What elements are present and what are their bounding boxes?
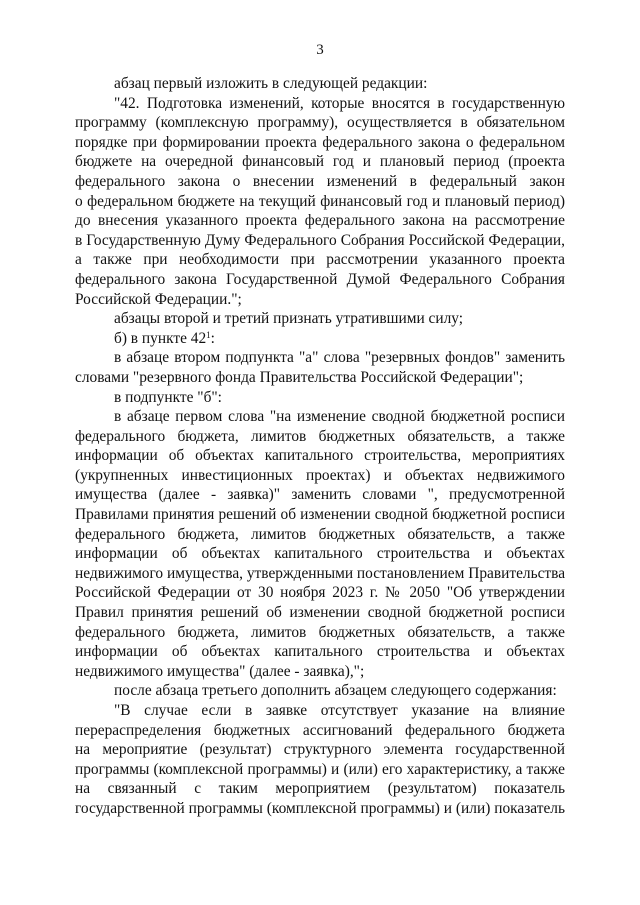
text-line: федерального бюджета, лимитов бюджетных обязательств, а также: [75, 623, 565, 641]
text-line: в подпункте "б":: [114, 388, 222, 406]
paragraph: [75, 388, 565, 408]
document-body: [75, 74, 565, 819]
text-line: словами "резервного фонда Правительства Российской Федерации";: [75, 368, 524, 386]
text-line: до внесения указанного проекта федерального закона на рассмотрение: [75, 212, 565, 230]
text-suffix: :: [210, 329, 215, 347]
page-number: 3: [316, 42, 324, 58]
text-line: Российской Федерации от 30 ноября 2023 г. № 2050 "Об утверждении: [75, 584, 565, 602]
text-line: Правилами принятия решений об изменении сводной бюджетной росписи: [75, 506, 565, 524]
text-line: перераспределения бюджетных ассигнований федерального бюджета: [75, 721, 565, 739]
superscript: 1: [206, 329, 211, 340]
paragraph: [75, 94, 565, 310]
paragraph: [75, 329, 565, 349]
text-line: а также при необходимости при рассмотрении указанного проекта: [75, 251, 565, 269]
text-line: федерального бюджета, лимитов бюджетных обязательств, а также: [75, 427, 565, 445]
text-line: федерального закона Государственной Думой Федерального Собрания: [75, 270, 565, 288]
text-line: информации об объектах капитального строительства и объектах: [75, 643, 565, 661]
text-line: абзацы второй и третий признать утратившими силу;: [114, 310, 464, 328]
text-line: на связанный с таким мероприятием (результатом) показатель: [75, 780, 565, 798]
text-line: недвижимого имущества, утвержденными постановлением Правительства: [75, 564, 566, 582]
paragraph: [75, 407, 565, 681]
text-line: (укрупненных инвестиционных проектах) и объектах недвижимого: [75, 466, 565, 484]
text-line: Правил принятия решений об изменении сводной бюджетной росписи: [75, 604, 565, 622]
text-line: информации об объектах капитального строительства и объектах: [75, 545, 565, 563]
paragraph: [75, 348, 565, 387]
text-line: в абзаце первом слова "на изменение сводной бюджетной росписи: [114, 408, 565, 426]
paragraph: [75, 681, 565, 701]
text-line: государственной программы (комплексной программы) и (или) показатель: [75, 799, 565, 817]
text-line: абзац первый изложить в следующей редакции:: [114, 75, 428, 92]
text-line: в Государственную Думу Федерального Собрания Российской Федерации,: [75, 231, 565, 249]
text-line: недвижимого имущества" (далее - заявка),";: [75, 662, 365, 680]
text-line: имущества (далее - заявка)" заменить словами ", предусмотренной: [75, 486, 565, 504]
text-line: после абзаца третьего дополнить абзацем следующего содержания:: [114, 682, 557, 700]
text-line: бюджете на очередной финансовый год и плановый период (проекта: [75, 153, 565, 171]
text-line: о федеральном бюджете на текущий финансовый год и плановый период): [75, 192, 565, 210]
text-line: порядке при формировании проекта федерального закона о федеральном: [75, 133, 565, 151]
text-line: на мероприятие (результат) структурного элемента государственной: [75, 741, 565, 759]
text-line: информации об объектах капитального строительства, мероприятиях: [75, 447, 565, 465]
paragraph: [75, 309, 565, 329]
text-line: в абзаце втором подпункта "а" слова "резервных фондов" заменить: [114, 349, 565, 367]
text-line: б) в пункте $42^1$:: [114, 329, 215, 347]
text-line: Российской Федерации.";: [75, 290, 242, 308]
text-line: программу (комплексную программу), осуществляется в обязательном: [75, 114, 565, 132]
paragraph: [75, 701, 565, 819]
paragraph: [75, 74, 565, 94]
text-line: программы (комплексной программы) и (или) его характеристику, а также: [75, 760, 565, 778]
text-line: "В случае если в заявке отсутствует указание на влияние: [114, 702, 565, 719]
text-line: федерального бюджета, лимитов бюджетных обязательств, а также: [75, 525, 565, 543]
text-line: федерального закона о внесении изменений в федеральный закон: [75, 172, 565, 190]
text-line: "42. Подготовка изменений, которые вносятся в государственную: [114, 94, 565, 112]
